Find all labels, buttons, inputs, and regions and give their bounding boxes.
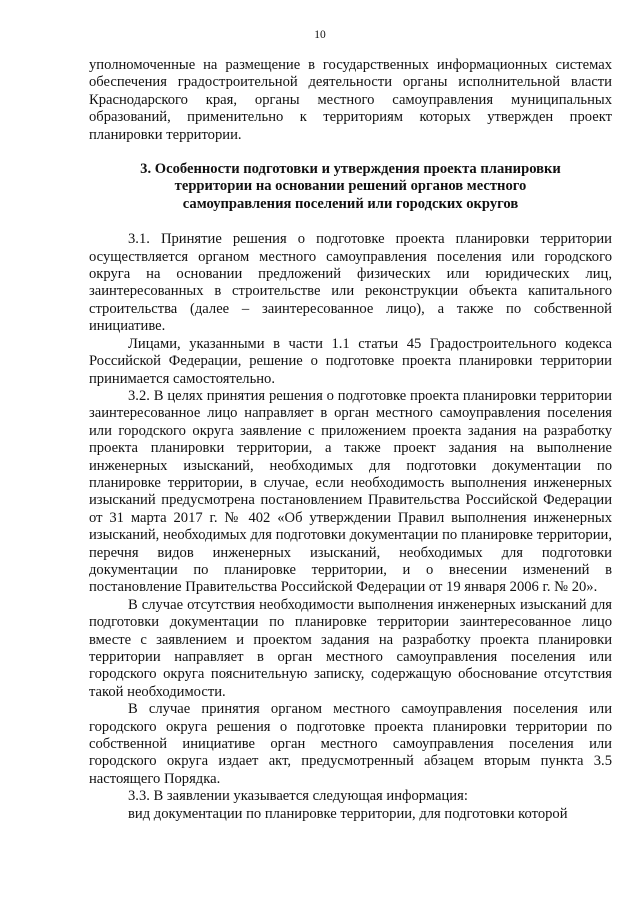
paragraph-3-1: 3.1. Принятие решения о подготовке проекта планировки территории осуществляется органом местного самоуправления поселения или городского округа на основании предложений физических или юридических лиц, заинтересованных в строительстве или реконструкции объекта капитального строительства (далее – заинтересованное лицо), а также по собственной инициативе. — [89, 231, 612, 335]
paragraph-3-3: 3.3. В заявлении указывается следующая информация: — [128, 788, 468, 805]
section-heading: 3. Особенности подготовки и утверждения проекта планировки территории на основании решений органов местного самоуправления поселений или городских округов — [140, 161, 561, 212]
paragraph-documentation-type: вид документации по планировке территории, для подготовки которой — [128, 805, 568, 822]
intro-paragraph: уполномоченные на размещение в государственных информационных системах обеспечения градостроительной деятельности органы исполнительной власти Краснодарского края, органы местного самоуправления муниципальных образований, применительно к территориям которых утвержден проект планировки территории. — [89, 57, 612, 143]
paragraph-3-2: 3.2. В целях принятия решения о подготовке проекта планировки территории заинтересованное лицо направляет в орган местного самоуправления поселения или городского округа заявление с приложением проекта задания на разработку проекта планировки территории, а также проект задания на выполнение инженерных изысканий, необходимых для подготовки документации по планировке территории, в случае, если необходимость выполнения инженерных изысканий предусмотрена постановлением Правительства Российской Федерации от 31 марта 2017 г. № 402 «Об утверждении Правил выполнения инженерных изысканий, необходимых для подготовки документации по планировке территории, перечня видов инженерных изысканий, необходимых для подготовки документации по планировке территории, и о внесении изменений в постановление Правительства Российской Федерации от 19 января 2006 г. № 20». — [89, 387, 612, 596]
page-number: 10 — [314, 29, 326, 41]
paragraph-persons-part-1-1: Лицами, указанными в части 1.1 статьи 45 Градостроительного кодекса Российской Федерации, решение о подготовке проекта планировки территории принимается самостоятельно. — [89, 335, 612, 387]
paragraph-own-initiative: В случае принятия органом местного самоуправления поселения или городского округа решения о подготовке проекта планировки территории по собственной инициативе орган местного самоуправления поселения или городского округа издает акт, предусмотренный абзацем вторым пункта 3.5 настоящего Порядка. — [89, 701, 612, 787]
document-body — [89, 57, 612, 823]
paragraph-no-surveys: В случае отсутствия необходимости выполнения инженерных изысканий для подготовки документации по планировке территории заинтересованное лицо вместе с заявлением и проектом задания на разработку проекта планировки территории направляет в орган местного самоуправления поселения или городского округа пояснительную записку, содержащую обоснование отсутствия такой необходимости. — [89, 596, 612, 700]
